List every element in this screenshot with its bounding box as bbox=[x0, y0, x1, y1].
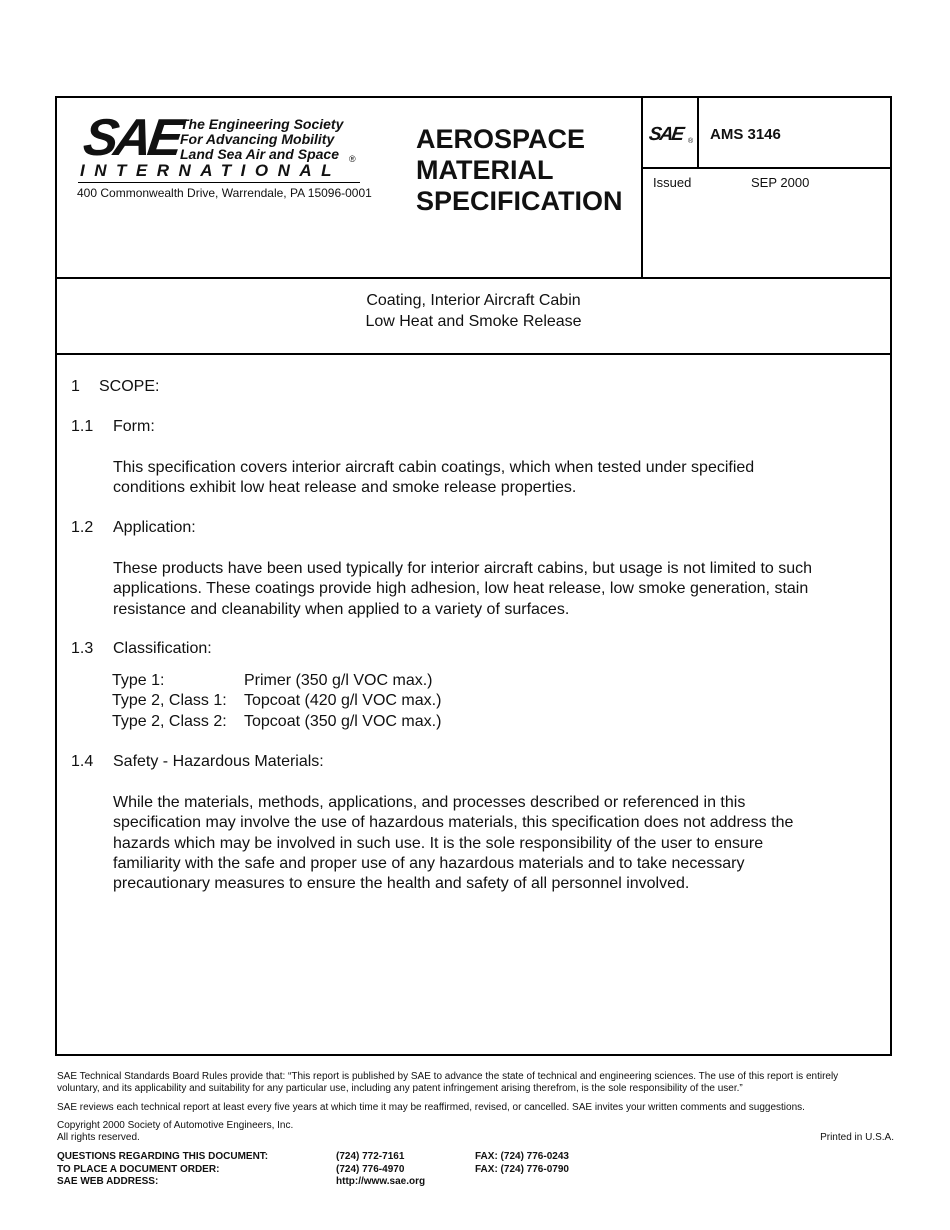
issued-date: SEP 2000 bbox=[751, 175, 810, 190]
logo-rule bbox=[78, 182, 360, 183]
header-divider bbox=[641, 96, 643, 278]
header-divider bbox=[55, 277, 892, 279]
footer-copyright bbox=[57, 1120, 897, 1143]
document-number: AMS 3146 bbox=[710, 126, 781, 143]
sae-logo: SAE bbox=[79, 109, 183, 167]
spec-title-line: AEROSPACE bbox=[416, 124, 586, 154]
section-heading: Form: bbox=[113, 418, 155, 435]
paragraph-line: precautionary measures to ensure the health and safety of all personnel involved. bbox=[113, 875, 690, 893]
registered-mark: ® bbox=[688, 138, 694, 145]
header-divider bbox=[641, 167, 892, 169]
contact-faxes bbox=[475, 1151, 569, 1176]
title-line: Low Heat and Smoke Release bbox=[365, 313, 582, 330]
spec-title-line: SPECIFICATION bbox=[416, 186, 623, 216]
paragraph-line: conditions exhibit low heat release and smoke release properties. bbox=[113, 479, 577, 497]
section-number: 1.4 bbox=[71, 753, 94, 770]
classification-type: Type 1: bbox=[112, 672, 165, 689]
footer-line: SAE Technical Standards Board Rules provide that: “This report is published by SAE to advance the state of technical and engineering sciences. The use of this report is entirely bbox=[57, 1071, 839, 1082]
footer-rules bbox=[57, 1071, 897, 1094]
paragraph-line: These products have been used typically for interior aircraft cabins, but usage is not limited to such bbox=[113, 560, 813, 577]
tagline-line: The Engineering Society bbox=[180, 116, 344, 132]
section-number: 1.3 bbox=[71, 640, 94, 657]
contact-fax: FAX: (724) 776-0243 bbox=[475, 1151, 569, 1162]
contact-label: QUESTIONS REGARDING THIS DOCUMENT: bbox=[57, 1151, 269, 1162]
tagline-line: For Advancing Mobility bbox=[180, 131, 335, 147]
footer-review: SAE reviews each technical report at least every five years at which time it may be reaffirmed, revised, or cancelled. SAE invites your written comments and suggestions. bbox=[57, 1102, 805, 1113]
sae-small-logo: SAE bbox=[647, 124, 684, 145]
tagline-line: Land Sea Air and Space bbox=[180, 146, 339, 162]
footer-line: Copyright 2000 Society of Automotive Engineers, Inc. bbox=[57, 1120, 294, 1131]
paragraph-line: specification may involve the use of hazardous materials, this specification does not address the bbox=[113, 814, 794, 832]
contact-label: SAE WEB ADDRESS: bbox=[57, 1176, 159, 1187]
title-divider bbox=[55, 353, 892, 355]
paragraph-line: applications. These coatings provide high adhesion, low heat release, low smoke generation, stain bbox=[113, 580, 809, 598]
paragraph-line: hazards which may be involved in such use. It is the sole responsibility of the user to ensure bbox=[113, 834, 764, 852]
footer-line: voluntary, and its applicability and suitability for any particular use, including any patent infringement arising therefrom, is the sole responsibility of the user.” bbox=[57, 1082, 743, 1094]
sae-international: INTERNATIONAL bbox=[80, 161, 342, 180]
classification-desc: Primer (350 g/l VOC max.) bbox=[244, 672, 433, 689]
header-divider bbox=[697, 96, 699, 168]
paragraph-line: This specification covers interior aircraft cabin coatings, which when tested under specified bbox=[113, 459, 755, 476]
section-heading: Classification: bbox=[113, 640, 212, 657]
printed-in: Printed in U.S.A. bbox=[820, 1132, 894, 1143]
title-line: Coating, Interior Aircraft Cabin bbox=[366, 292, 581, 309]
classification-desc: Topcoat (420 g/l VOC max.) bbox=[244, 692, 442, 709]
document-title bbox=[55, 290, 892, 332]
classification-type: Type 2, Class 2: bbox=[112, 713, 227, 730]
spec-title-line: MATERIAL bbox=[416, 155, 554, 185]
section-heading: Application: bbox=[113, 519, 196, 536]
section-heading: SCOPE: bbox=[99, 378, 160, 395]
contact-labels bbox=[57, 1151, 268, 1189]
paragraph-line: familiarity with the safe and proper use of any hazardous materials and to take necessary bbox=[113, 854, 745, 872]
section-heading: Safety - Hazardous Materials: bbox=[113, 753, 324, 770]
spec-type-title bbox=[416, 124, 623, 217]
section-number: 1.2 bbox=[71, 519, 94, 536]
paragraph-line: resistance and cleanability when applied to a variety of surfaces. bbox=[113, 600, 570, 618]
sae-address: 400 Commonwealth Drive, Warrendale, PA 15096-0001 bbox=[77, 186, 372, 200]
web-address-link[interactable]: http://www.sae.org bbox=[336, 1176, 426, 1187]
paragraph-line: While the materials, methods, applications, and processes described or referenced in this bbox=[113, 794, 746, 811]
sae-tagline bbox=[180, 117, 343, 162]
classification-type: Type 2, Class 1: bbox=[112, 692, 227, 709]
safety-paragraph bbox=[113, 793, 873, 894]
contact-phone: (724) 776-4970 bbox=[336, 1163, 405, 1175]
section-number: 1 bbox=[71, 378, 80, 395]
contact-label: TO PLACE A DOCUMENT ORDER: bbox=[57, 1163, 220, 1175]
registered-mark: ® bbox=[349, 154, 356, 164]
contact-phone: (724) 772-7161 bbox=[336, 1151, 405, 1162]
section-number: 1.1 bbox=[71, 418, 94, 435]
footer-line: All rights reserved. bbox=[57, 1131, 140, 1143]
contact-phones bbox=[336, 1151, 425, 1189]
classification-desc: Topcoat (350 g/l VOC max.) bbox=[244, 713, 442, 730]
form-paragraph bbox=[113, 458, 873, 499]
contact-fax: FAX: (724) 776-0790 bbox=[475, 1163, 569, 1175]
issued-label: Issued bbox=[653, 175, 692, 190]
application-paragraph bbox=[113, 559, 873, 620]
